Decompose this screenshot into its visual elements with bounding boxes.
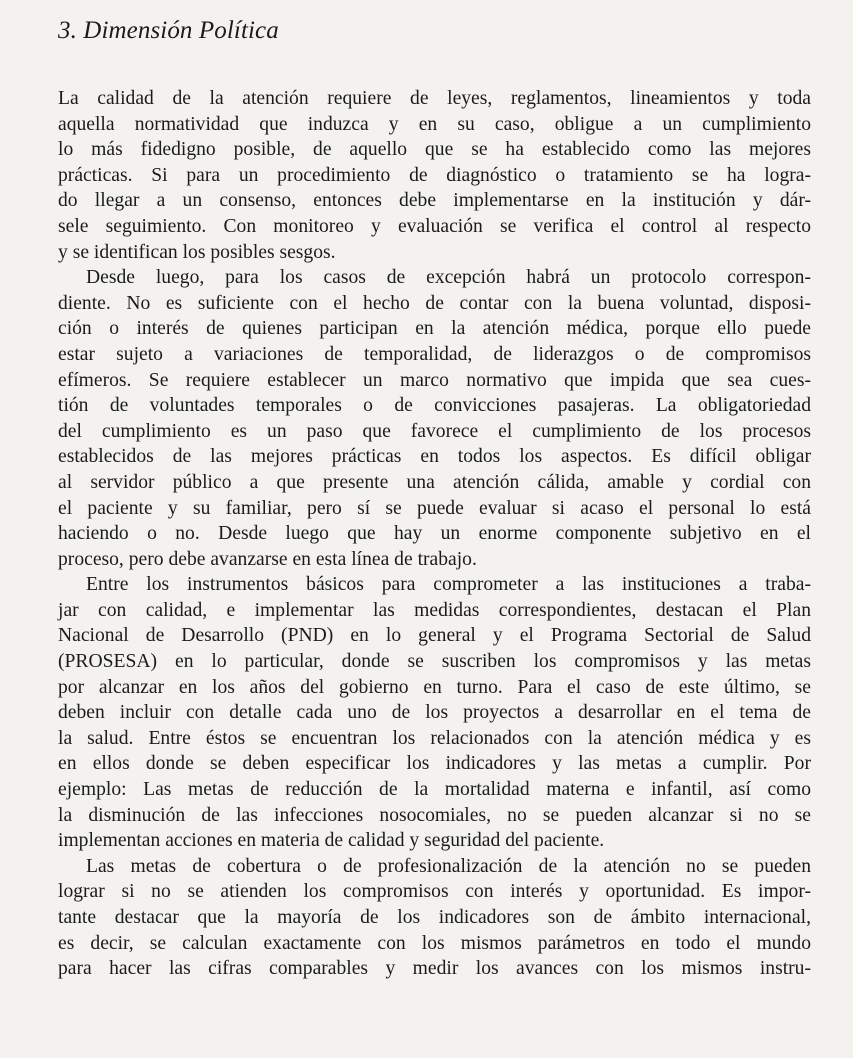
text-line: proceso, pero debe avanzarse en esta línea de trabajo. [58,548,477,570]
text-line: Nacional de Desarrollo (PND) en lo general y el Programa Sectorial de Salud [58,625,811,647]
paragraph-1 [58,86,811,265]
text-line: del cumplimiento es un paso que favorece el cumplimiento de los procesos [58,420,811,442]
text-line: establecidos de las mejores prácticas en todos los aspectos. Es difícil obligar [58,446,811,468]
text-line: haciendo o no. Desde luego que hay un enorme componente subjetivo en el [58,523,811,545]
text-line: y se identifican los posibles sesgos. [58,241,336,263]
text-line: al servidor público a que presente una atención cálida, amable y cordial con [58,471,811,493]
paragraph-2 [58,265,811,572]
text-line: es decir, se calculan exactamente con los mismos parámetros en todo el mundo [58,932,811,954]
text-line: ción o interés de quienes participan en la atención médica, porque ello puede [58,318,811,340]
text-line: lograr si no se atienden los compromisos con interés y oportunidad. Es impor- [58,881,811,903]
text-line: la disminución de las infecciones nosocomiales, no se pueden alcanzar si no se [58,804,811,826]
text-line: por alcanzar en los años del gobierno en turno. Para el caso de este último, se [58,676,811,698]
text-line: en ellos donde se deben especificar los indicadores y las metas a cumplir. Por [58,753,811,775]
text-line: estar sujeto a variaciones de temporalidad, de liderazgos o de compromisos [58,343,811,365]
text-line: implementan acciones en materia de calidad y seguridad del paciente. [58,830,605,852]
text-line: ejemplo: Las metas de reducción de la mortalidad materna e infantil, así como [58,779,811,801]
text-line: sele seguimiento. Con monitoreo y evaluación se verifica el control al respecto [58,215,811,237]
paragraph-4 [58,854,811,982]
text-line: Entre los instrumentos básicos para comprometer a las instituciones a traba- [86,574,811,596]
text-line: efímeros. Se requiere establecer un marco normativo que impida que sea cues- [58,369,811,391]
text-line: para hacer las cifras comparables y medir los avances con los mismos instru- [58,958,811,980]
text-line: jar con calidad, e implementar las medidas correspondientes, destacan el Plan [58,599,811,621]
text-line: do llegar a un consenso, entonces debe implementarse en la institución y dár- [58,190,811,212]
text-line: La calidad de la atención requiere de leyes, reglamentos, lineamientos y toda [58,88,811,109]
paragraph-3 [58,572,811,854]
text-line: aquella normatividad que induzca y en su caso, obligue a un cumplimiento [58,113,811,135]
text-line: lo más fidedigno posible, de aquello que se ha establecido como las mejores [58,139,811,161]
text-line: diente. No es suficiente con el hecho de contar con la buena voluntad, disposi- [58,292,811,314]
section-title: 3. Dimensión Política [58,17,279,44]
body-text [58,86,811,982]
text-line: deben incluir con detalle cada uno de los proyectos a desarrollar en el tema de [58,702,811,724]
text-line: el paciente y su familiar, pero sí se puede evaluar si acaso el personal lo está [58,497,811,519]
text-line: Las metas de cobertura o de profesionalización de la atención no se pueden [86,855,811,877]
text-line: prácticas. Si para un procedimiento de diagnóstico o tratamiento se ha logra- [58,164,811,186]
text-line: (PROSESA) en lo particular, donde se suscriben los compromisos y las metas [58,651,811,673]
text-line: la salud. Entre éstos se encuentran los relacionados con la atención médica y es [58,727,811,749]
text-line: tante destacar que la mayoría de los indicadores son de ámbito internacional, [58,907,811,928]
text-line: Desde luego, para los casos de excepción habrá un protocolo correspon- [86,267,811,289]
text-line: tión de voluntades temporales o de convicciones pasajeras. La obligatoriedad [58,395,811,417]
